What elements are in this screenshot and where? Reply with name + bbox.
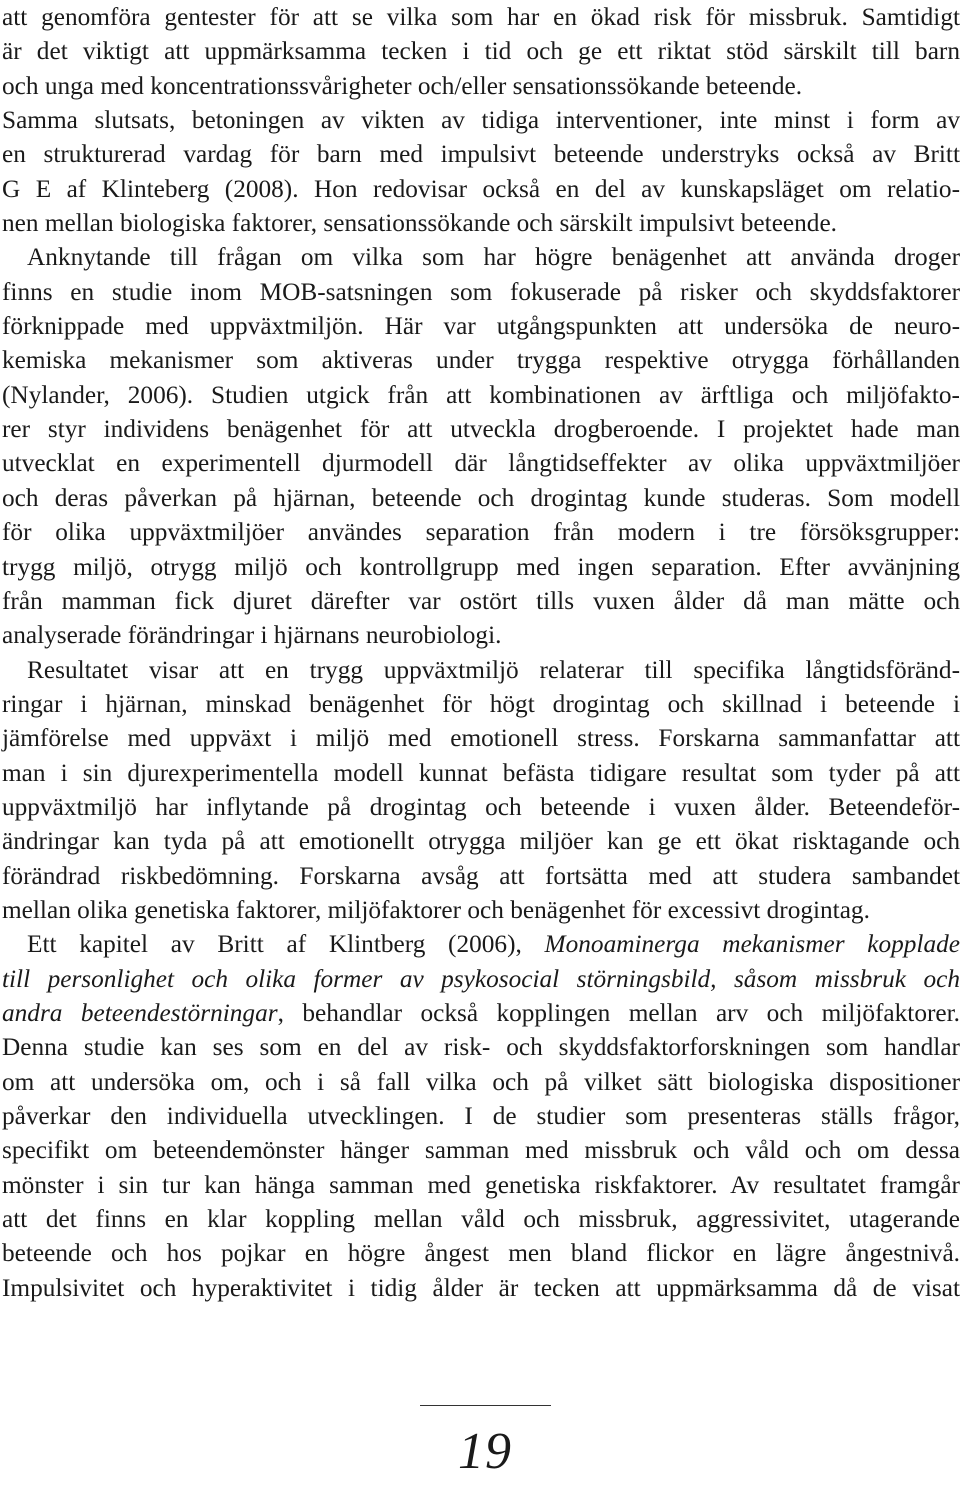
text-line: mönster i sin tur kan hänga samman med genetiska riskfaktorer. Av resultatet framgår: [2, 1170, 960, 1199]
book-title-italic-line: till personlighet och olika former av psykosocial störningsbild, såsom missbruk och: [2, 964, 960, 993]
text-line: analyserade förändringar i hjärnans neurobiologi.: [2, 621, 502, 650]
text-line: och deras påverkan på hjärnan, beteende och drogintag kunde studeras. Som modell: [2, 483, 960, 512]
text-line: Samma slutsats, betoningen av vikten av tidiga interventioner, inte minst i form av: [2, 106, 960, 135]
text-run: , behandlar också kopplingen mellan arv och miljöfaktorer.: [277, 998, 960, 1027]
text-line: jämförelse med uppväxt i miljö med emotionell stress. Forskarna sammanfattar att: [2, 724, 960, 753]
text-line: utvecklat en experimentell djurmodell där långtidseffekter av olika uppväxtmiljöer: [2, 449, 960, 478]
text-line: en strukturerad vardag för barn med impulsivt beteende understryks också av Britt: [2, 140, 960, 169]
text-line: trygg miljö, otrygg miljö och kontrollgrupp med ingen separation. Efter avvänjning: [2, 552, 960, 581]
text-run: Ett kapitel av Britt af Klintberg (2006),: [27, 930, 522, 959]
text-line: Resultatet visar att en trygg uppväxtmiljö relaterar till specifika långtidsföränd-: [27, 655, 960, 684]
text-line: specifikt om beteendemönster hänger samman med missbruk och våld och om dessa: [2, 1136, 960, 1165]
text-line: är det viktigt att uppmärksamma tecken i tid och ge ett riktat stöd särskilt till barn: [2, 37, 960, 66]
text-line: förändrad riskbedömning. Forskarna avsåg att fortsätta med att studera sambandet: [2, 861, 960, 890]
text-line: man i sin djurexperimentella modell kunnat befästa tidigare resultat som tyder på att: [2, 758, 960, 787]
text-line: Anknytande till frågan om vilka som har högre benägenhet att använda droger: [27, 243, 960, 272]
text-line: (Nylander, 2006). Studien utgick från att kombinationen av ärftliga och miljöfakto-: [2, 380, 960, 409]
text-line: påverkar den individuella utvecklingen. I de studier som presenteras ställs frågor,: [2, 1102, 960, 1130]
text-line: G E af Klinteberg (2008). Hon redovisar också en del av kunskapsläget om relatio-: [2, 174, 960, 203]
footer-rule: [420, 1405, 551, 1406]
text-line: ändringar kan tyda på att emotionellt otrygga miljöer kan ge ett ökat risktagande och: [2, 827, 960, 856]
text-line: Denna studie kan ses som en del av risk- och skyddsfaktorforskningen som handlar: [2, 1033, 960, 1062]
book-title-italic: andra beteendestörningar: [2, 998, 278, 1027]
text-line: ringar i hjärnan, minskad benägenhet för högt drogintag och skillnad i beteende i: [2, 689, 960, 718]
text-line: kemiska mekanismer som aktiveras under trygga respektive otrygga förhållanden: [2, 346, 960, 375]
text-line: nen mellan biologiska faktorer, sensationssökande och särskilt impulsivt beteende.: [2, 209, 837, 238]
text-line: att det finns en klar koppling mellan våld och missbruk, aggressivitet, utagerande: [2, 1205, 960, 1234]
text-line: från mamman fick djuret därefter var ostört tills vuxen ålder då man mätte och: [2, 586, 960, 615]
book-title-italic: Monoaminerga mekanismer kopplade: [544, 930, 960, 959]
text-line: beteende och hos pojkar en högre ångest men bland flickor en lägre ångestnivå.: [2, 1239, 960, 1268]
text-line: och unga med koncentrationssvårigheter och/eller sensationssökande beteende.: [2, 71, 803, 100]
page-number: 19: [458, 1423, 512, 1480]
text-line: om att undersöka om, och i så fall vilka och på vilket sätt biologiska dispositioner: [2, 1067, 960, 1096]
body-text: [2, 0, 960, 1305]
text-line: för olika uppväxtmiljöer användes separation från modern i tre försöksgrupper:: [2, 518, 960, 547]
text-line: att genomföra gentester för att se vilka som har en ökad risk för missbruk. Samtidigt: [2, 3, 960, 31]
text-line: förknippade med uppväxtmiljön. Här var utgångspunkten att undersöka de neuro-: [2, 312, 960, 341]
text-line: finns en studie inom MOB-satsningen som fokuserade på risker och skyddsfaktorer: [2, 277, 960, 306]
text-line: [2, 996, 960, 1030]
text-line: mellan olika genetiska faktorer, miljöfaktorer och benägenhet för excessivt drogintag.: [2, 895, 870, 924]
text-line: Impulsivitet och hyperaktivitet i tidig ålder är tecken att uppmärksamma då de visat: [2, 1273, 960, 1302]
text-line: [2, 927, 960, 961]
text-line: rer styr individens benägenhet för att utveckla drogberoende. I projektet hade man: [2, 415, 960, 444]
text-line: uppväxtmiljö har inflytande på drogintag och beteende i vuxen ålder. Beteendeför-: [2, 792, 960, 821]
